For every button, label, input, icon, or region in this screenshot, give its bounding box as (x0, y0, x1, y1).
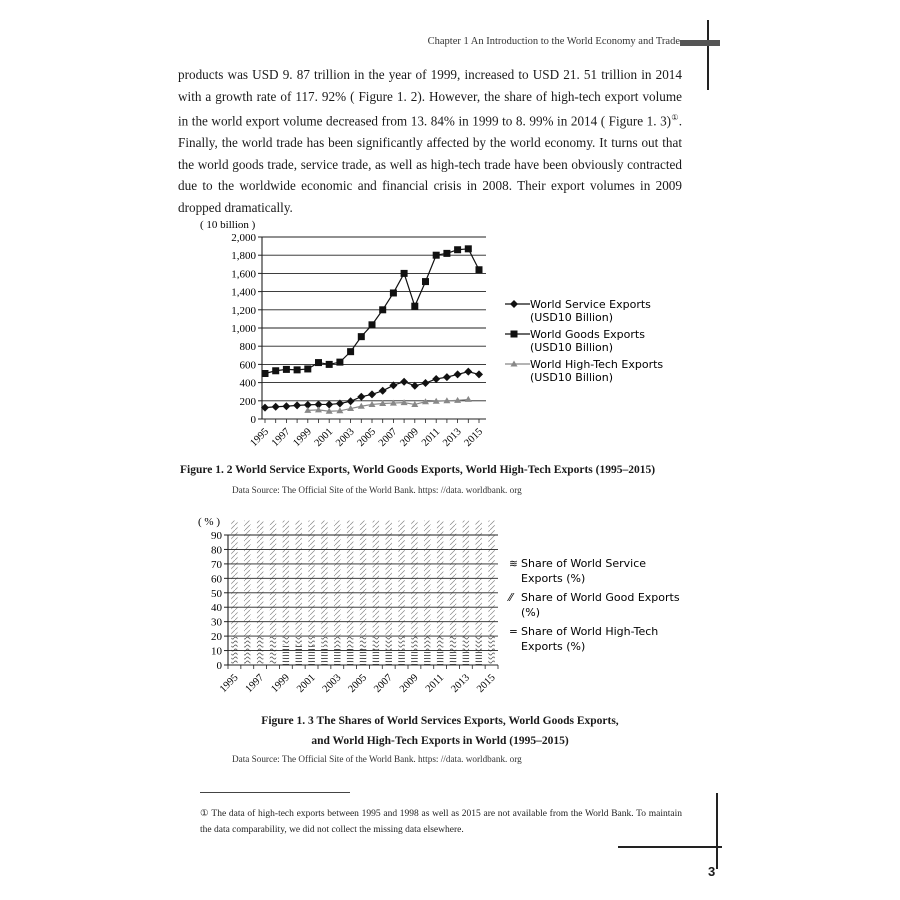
chart2-bar-hightech (476, 652, 482, 665)
chart1-ytick-label: 1,200 (231, 304, 256, 317)
chart2-legend-sublabel: Exports (%) (521, 640, 586, 653)
chart2-bar-hightech (360, 649, 366, 665)
chart2-xtick-label: 2011 (423, 672, 447, 695)
chart1-ytick-label: 1,400 (231, 286, 256, 299)
figure-1-3-caption (180, 711, 700, 751)
chart1-xtick-label: 2005 (355, 426, 379, 449)
chart2-bar-goods (488, 521, 494, 635)
chart2-legend-swatch: = (509, 626, 518, 638)
chart2-xtick-label: 2013 (449, 672, 472, 695)
chart1-ytick-label: 2,000 (231, 232, 256, 244)
chart2-bar-hightech (283, 645, 289, 665)
figure-1-2-caption: Figure 1. 2 World Service Exports, World Goods Exports, World High-Tech Exports (1995–2015) (180, 464, 656, 476)
chart2-bar-hightech (373, 649, 379, 665)
chart2-xtick-label: 1995 (217, 672, 241, 695)
chart1-legend-sublabel: (USD10 Billion) (530, 311, 614, 324)
chart2-bar-hightech (411, 651, 417, 665)
chart2-bar-hightech (308, 646, 314, 665)
footnote-marker[interactable]: ① (671, 113, 679, 123)
chart2-bar-service (488, 635, 494, 665)
figure-1-3-caption-line2: and World High-Tech Exports in World (1995–2015) (311, 735, 569, 747)
footnote-text: ① The data of high-tech exports between 1995 and 1998 as well as 2015 are not available from the World Bank. To maintain the data comparability, we did not collect the missing data elsewhere. (200, 809, 682, 835)
chart1-xtick-label: 1995 (248, 426, 272, 449)
chart2-legend-swatch: ⁄⁄ (509, 592, 513, 604)
chart1-ytick-label: 600 (239, 359, 256, 372)
chart1-ytick-label: 0 (250, 414, 256, 426)
running-head: Chapter 1 An Introduction to the World Economy and Trade (427, 36, 680, 47)
chart1-ytick-label: 800 (239, 341, 256, 354)
footnote-separator (200, 792, 350, 793)
chart1-ytick-label: 1,000 (231, 323, 256, 335)
chart2-xtick-label: 2015 (475, 672, 498, 695)
figure-1-2-source: Data Source: The Official Site of the World Bank. https: //data. worldbank. org (232, 485, 522, 495)
chart2-bar-hightech (296, 646, 302, 666)
chart2-ytick-label: 10 (211, 645, 222, 658)
chart1-xtick-label: 2001 (312, 426, 336, 449)
chart2-ytick-label: 40 (211, 602, 222, 615)
chart1-xtick-label: 2007 (376, 426, 400, 449)
chart1-ytick-label: 1,600 (231, 268, 256, 281)
chart2-xtick-label: 2001 (295, 672, 318, 695)
chart1-xtick-label: 2009 (398, 426, 421, 449)
chart2-bar-hightech (424, 651, 430, 665)
chart1-xtick-label: 2003 (334, 426, 357, 449)
chart1-xtick-label: 2011 (419, 426, 443, 449)
chart1-xtick-label: 1999 (291, 426, 314, 449)
chart1-legend-label: World Service Exports (530, 298, 651, 311)
chart2-xtick-label: 2007 (372, 672, 395, 695)
chart2-xtick-label: 1997 (243, 672, 267, 695)
chart1-xtick-label: 2013 (441, 426, 464, 449)
chart2-bar-hightech (437, 651, 443, 665)
chart2-legend-swatch: ≋ (509, 558, 518, 570)
chart2-bar-hightech (386, 650, 392, 665)
chart2-ytick-label: 90 (211, 530, 222, 542)
chart1-legend-label: World High-Tech Exports (530, 358, 664, 371)
chart2-legend-label: Share of World Good Exports (521, 591, 680, 604)
chart2-ytick-label: 0 (216, 660, 222, 672)
chart2-bar-hightech (450, 652, 456, 665)
figure-1-3-caption-line1: Figure 1. 3 The Shares of World Services Exports, World Goods Exports, (261, 715, 619, 727)
chart1-ytick-label: 200 (239, 395, 256, 408)
corner-rule-horizontal (618, 846, 722, 848)
chart2-unit-label: ( % ) (198, 516, 220, 528)
chart2-legend-sublabel: Exports (%) (521, 572, 586, 585)
chart2-ytick-label: 30 (211, 616, 222, 629)
chart2-bar-hightech (398, 651, 404, 665)
chart2-bar-hightech (463, 652, 469, 665)
chart2-legend-sublabel: (%) (521, 606, 541, 619)
figure-1-3-source: Data Source: The Official Site of the World Bank. https: //data. worldbank. org (232, 754, 522, 764)
chart2-ytick-label: 80 (211, 544, 222, 557)
page-number: 3 (708, 864, 716, 879)
body-text-part2: . Finally, the world trade has been significantly affected by the world economy. It turns out that the world goods trade, service trade, as well as high-tech trade have been obviously contracted due to the worldwide economic and financial crisis in 2008. Their export volumes in 2009 dropped dramatically. (178, 113, 683, 215)
chart2-ytick-label: 70 (211, 558, 222, 571)
chart1-xtick-label: 1997 (269, 426, 293, 449)
chart2-xtick-label: 2009 (397, 672, 421, 695)
chart1-xtick-label: 2015 (462, 426, 486, 449)
chart1-ytick-label: 1,800 (231, 250, 256, 263)
chart1-ytick-label: 400 (239, 377, 256, 390)
body-text-part1: products was USD 9. 87 trillion in the year of 1999, increased to USD 21. 51 trillion in 2014 with a growth rate of 117. 92% ( Figure 1. 2). However, the share of high-tech export volume in the world export volume decreased from 13. 84% in 1999 to 8. 99% in 2014 ( Figure 1. 3) (178, 67, 682, 129)
chart1-legend-label: World Goods Exports (530, 328, 645, 341)
chart2-legend-label: Share of World High-Tech (521, 625, 659, 638)
chart1-legend-sublabel: (USD10 Billion) (530, 371, 614, 384)
chart1-legend-sublabel: (USD10 Billion) (530, 341, 614, 354)
chart2-bar-hightech (321, 647, 327, 665)
chart1-unit-label: ( 10 billion ) (200, 219, 256, 231)
chart2-legend-label: Share of World Service (521, 557, 647, 570)
chart2-xtick-label: 2003 (320, 672, 344, 695)
corner-rule-vertical-bottom (716, 793, 718, 869)
chart2-ytick-label: 50 (211, 587, 222, 600)
chart2-xtick-label: 2005 (346, 672, 370, 695)
chart2-ytick-label: 20 (211, 631, 222, 644)
chart2-xtick-label: 1999 (269, 672, 292, 695)
chart2-ytick-label: 60 (211, 573, 222, 586)
